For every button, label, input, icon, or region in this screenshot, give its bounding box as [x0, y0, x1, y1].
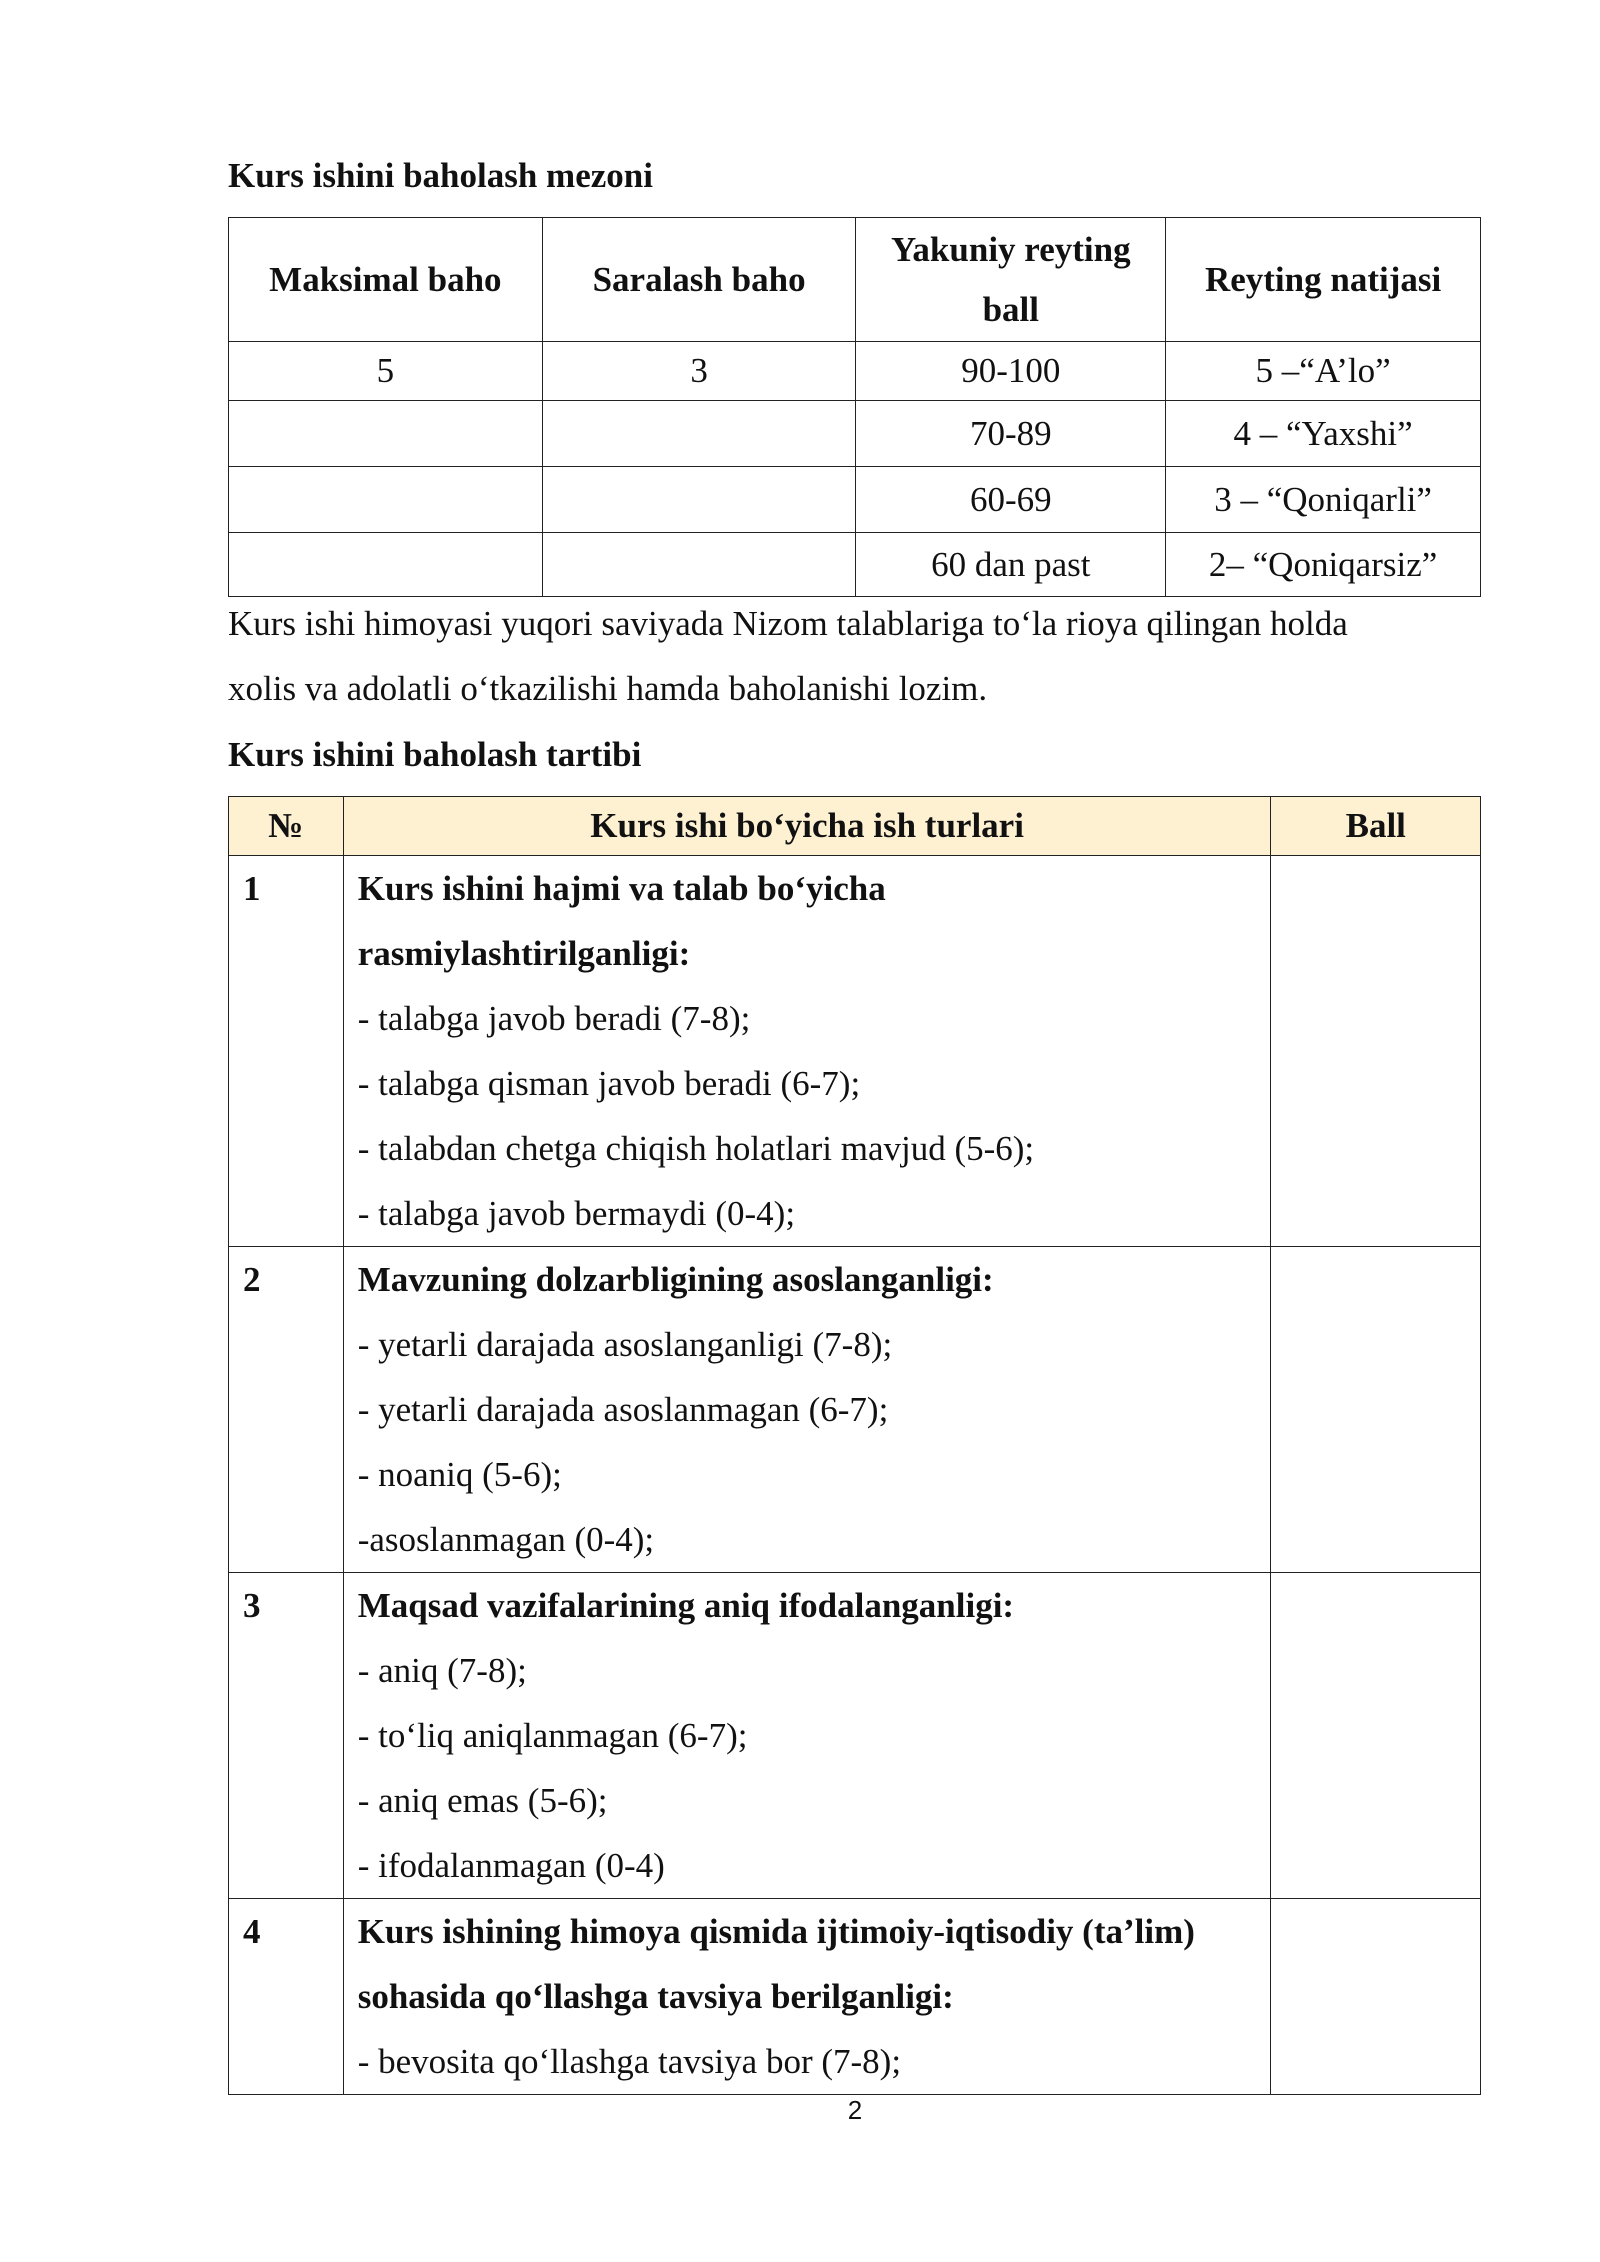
criteria-table — [228, 217, 1481, 597]
table-cell — [229, 401, 543, 467]
table-row — [229, 856, 1481, 1247]
table-row — [229, 1247, 1481, 1573]
criterion-item: - noaniq (5-6); — [357, 1455, 562, 1494]
table-row — [229, 1573, 1481, 1899]
criterion-title: Kurs ishining himoya qismida ijtimoiy-iqtisodiy (ta’lim) — [357, 1912, 1195, 1951]
paragraph-line: Kurs ishi himoyasi yuqori saviyada Nizom talablariga to‘la rioya qilingan holda — [228, 604, 1348, 643]
table-row — [229, 342, 1481, 401]
table-cell — [229, 467, 543, 533]
column-header: Reyting natijasi — [1166, 218, 1481, 342]
column-header: № — [229, 797, 344, 856]
criterion-title: sohasida qo‘llashga tavsiya berilganligi: — [357, 1977, 954, 2016]
criterion-item: - talabdan chetga chiqish holatlari mavjud (5-6); — [357, 1129, 1035, 1168]
criterion-item: - aniq emas (5-6); — [357, 1781, 608, 1820]
criterion-item: - ifodalanmagan (0-4) — [357, 1846, 665, 1885]
table-row — [229, 1899, 1481, 2095]
criterion-item: - talabga qisman javob beradi (6-7); — [357, 1064, 861, 1103]
criterion-cell — [343, 1247, 1271, 1573]
section-heading-criteria: Kurs ishini baholash mezoni — [228, 156, 653, 195]
criterion-item: - aniq (7-8); — [357, 1651, 527, 1690]
score-cell — [1271, 1899, 1481, 2095]
score-cell — [1271, 1573, 1481, 1899]
table-cell — [229, 533, 543, 597]
column-header: Yakuniy reyting ball — [856, 218, 1166, 342]
row-number: 2 — [229, 1247, 344, 1573]
criterion-item: - talabga javob bermaydi (0-4); — [357, 1194, 796, 1233]
criterion-item: - to‘liq aniqlanmagan (6-7); — [357, 1716, 748, 1755]
score-cell — [1271, 856, 1481, 1247]
table-cell: 90-100 — [856, 342, 1166, 401]
table-row — [229, 401, 1481, 467]
criterion-title: Maqsad vazifalarining aniq ifodalanganligi: — [357, 1586, 1015, 1625]
table-cell — [542, 401, 856, 467]
criterion-item: - bevosita qo‘llashga tavsiya bor (7-8); — [357, 2042, 902, 2081]
table-cell: 5 –“A’lo” — [1166, 342, 1481, 401]
criterion-item: -asoslanmagan (0-4); — [357, 1520, 655, 1559]
row-number: 3 — [229, 1573, 344, 1899]
row-number: 4 — [229, 1899, 344, 2095]
row-number: 1 — [229, 856, 344, 1247]
criterion-item: - yetarli darajada asoslanganligi (7-8); — [357, 1325, 893, 1364]
criterion-title: Kurs ishini hajmi va talab bo‘yicha — [357, 869, 886, 908]
criterion-cell — [343, 856, 1271, 1247]
column-header: Ball — [1271, 797, 1481, 856]
table-cell: 3 — [542, 342, 856, 401]
column-header: Saralash baho — [542, 218, 856, 342]
body-paragraph — [228, 591, 1488, 721]
page-number: 2 — [847, 2095, 863, 2125]
section-heading-procedure: Kurs ishini baholash tartibi — [228, 735, 642, 774]
table-cell: 2– “Qoniqarsiz” — [1166, 533, 1481, 597]
table-cell: 70-89 — [856, 401, 1166, 467]
criterion-title: Mavzuning dolzarbligining asoslanganligi: — [357, 1260, 994, 1299]
table-cell: 60-69 — [856, 467, 1166, 533]
criterion-cell — [343, 1899, 1271, 2095]
table-cell: 5 — [229, 342, 543, 401]
table-cell — [542, 467, 856, 533]
procedure-table — [228, 796, 1481, 2095]
table-cell: 3 – “Qoniqarli” — [1166, 467, 1481, 533]
criterion-item: - talabga javob beradi (7-8); — [357, 999, 751, 1038]
table-cell — [542, 533, 856, 597]
criterion-title: rasmiylashtirilganligi: — [357, 934, 691, 973]
score-cell — [1271, 1247, 1481, 1573]
paragraph-line: xolis va adolatli o‘tkazilishi hamda baholanishi lozim. — [228, 669, 988, 708]
table-row — [229, 533, 1481, 597]
table-header-row — [229, 797, 1481, 856]
table-cell: 60 dan past — [856, 533, 1166, 597]
criterion-item: - yetarli darajada asoslanmagan (6-7); — [357, 1390, 889, 1429]
table-cell: 4 – “Yaxshi” — [1166, 401, 1481, 467]
table-header-row — [229, 218, 1481, 342]
table-row — [229, 467, 1481, 533]
column-header: Maksimal baho — [229, 218, 543, 342]
column-header: Kurs ishi bo‘yicha ish turlari — [343, 797, 1271, 856]
criterion-cell — [343, 1573, 1271, 1899]
